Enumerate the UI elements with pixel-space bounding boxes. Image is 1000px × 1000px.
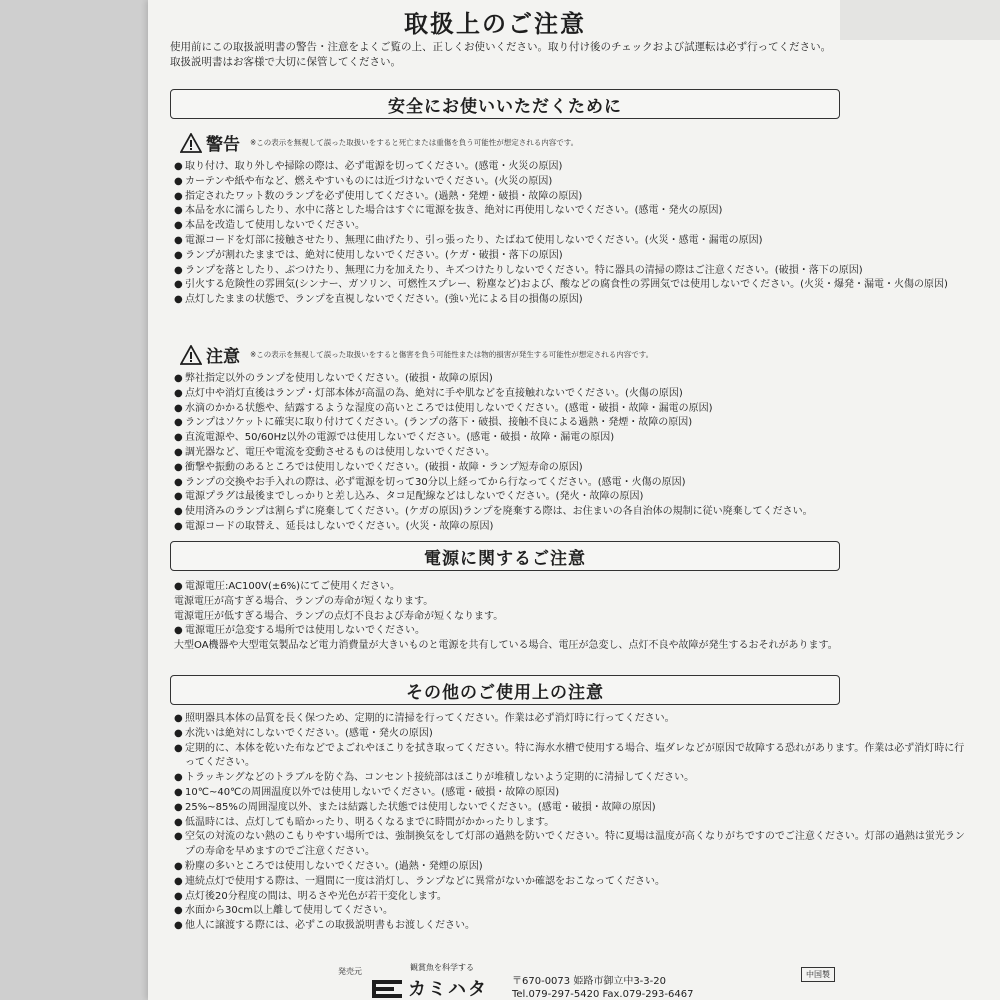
list-item: ● 衝撃や振動のあるところでは使用しないでください。(破損・故障・ランプ短寿命の原因) (174, 461, 583, 473)
logo-row (372, 975, 488, 1000)
safety-banner: 安全にお使いいただくために (170, 89, 840, 119)
list-item: ● ランプはソケットに確実に取り付けてください。(ランプの落下・破損、接触不良による過熱・発煙・故障の原因) (174, 417, 693, 429)
caution-list (174, 372, 974, 535)
list-item: ● ランプを落としたり、ぶつけたり、無理に力を加えたり、キズつけたりしないでください。特に器具の清掃の際はご注意ください。(破損・落下の原因) (174, 264, 863, 276)
intro-text (170, 40, 990, 70)
list-item: ● カーテンや紙や布など、燃えやすいものには近づけないでください。(火災の原因) (174, 175, 553, 187)
warning-triangle-icon (180, 133, 202, 153)
publisher-label: 発売元 (338, 967, 362, 976)
list-item: ● 照明器具本体の品質を長く保つため、定期的に清掃を行ってください。作業は必ず消灯時に行ってください。 (174, 713, 675, 724)
list-subitem: 電源電圧が高すぎる場合、ランプの寿命が短くなります。 (174, 595, 434, 607)
list-item: ● 10℃~40℃の周囲温度以外では使用しないでください。(感電・破損・故障の原因) (174, 786, 560, 798)
list-item: ● トラッキングなどのトラブルを防ぐ為、コンセント接続部はほこりが堆積しないよう定期的に清掃してください。 (174, 772, 695, 784)
list-item: ● 使用済みのランプは割らずに廃棄してください。(ケガの原因)ランプを廃棄する際は、お住まいの各自治体の規制に従い廃棄してください。 (174, 506, 813, 518)
other-list (174, 712, 974, 934)
brand-logo (372, 962, 488, 1000)
footer (338, 962, 693, 1000)
list-item: ● 調光器など、電圧や電流を変動させるものは使用しないでください。 (174, 446, 495, 458)
other-banner: その他のご使用上の注意 (170, 675, 840, 705)
list-item: ● 定期的に、本体を乾いた布などでよごれやほこりを拭き取ってください。特に海水水槽で使用する場合、塩ダレなどが原因で故障する恐れがあります。作業は必ず消灯時に行ってください。 (174, 742, 965, 769)
list-item: ● ランプの交換やお手入れの際は、必ず電源を切って30分以上経ってから行なってください。(感電・火傷の原因) (174, 476, 686, 488)
warning-label: 警告 (206, 135, 240, 155)
list-item: ● 25%~85%の周囲湿度以外、または結露した状態では使用しないでください。(感電・破損・故障の原因) (174, 801, 656, 813)
kamihata-logo-icon (372, 978, 402, 998)
intro-line: 取扱説明書はお客様で大切に保管してください。 (170, 56, 401, 68)
list-item: ● 水洗いは絶対にしないでください。(感電・発火の原因) (174, 727, 433, 739)
list-item: ● 取り付け、取り外しや掃除の際は、必ず電源を切ってください。(感電・火災の原因) (174, 161, 563, 172)
brand-slogan: 観賞魚を科学する (410, 963, 474, 972)
list-item: ● ランプが割れたままでは、絶対に使用しないでください。(ケガ・破損・落下の原因) (174, 249, 563, 261)
warning-list (174, 160, 974, 308)
list-item: ● 水滴のかかる状態や、結露するような湿度の高いところでは使用しないでください。(感電・破損・故障・漏電の原因) (174, 402, 713, 414)
brand-name: カミハタ (408, 979, 488, 1000)
list-item: ● 電源電圧が急変する場所では使用しないでください。 (174, 625, 425, 637)
list-item: ● 点灯したままの状態で、ランプを直視しないでください。(強い光による目の損傷の原因) (174, 294, 583, 306)
list-item: ● 粉塵の多いところでは使用しないでください。(過熱・発煙の原因) (174, 860, 483, 872)
warning-note: ※この表示を無視して誤った取扱いをすると死亡または重傷を負う可能性が想定される内容です。 (250, 138, 579, 147)
list-item: ● 本品を水に濡らしたり、水中に落とした場合はすぐに電源を抜き、絶対に再使用しないでください。(感電・発火の原因) (174, 205, 723, 217)
list-item: ● 他人に譲渡する際には、必ずこの取扱説明書もお渡しください。 (174, 920, 475, 932)
list-item: ● 直流電源や、50/60Hz以外の電源では使用しないでください。(感電・破損・故障・漏電の原因) (174, 432, 615, 444)
list-subitem: 電源電圧が低すぎる場合、ランプの点灯不良および寿命が短くなります。 (174, 610, 504, 622)
page-title: 取扱上のご注意 (404, 10, 586, 38)
manual-sheet (148, 0, 1000, 1000)
postal-address: 〒670-0073 姫路市御立中3-3-20 (512, 976, 666, 987)
phone-fax: Tel.079-297-5420 Fax.079-293-6467 (512, 989, 694, 1000)
list-item: ● 空気の対流のない熱のこもりやすい場所では、強制換気をして灯部の過熱を防いでください。特に夏場は温度が高くなりがちですのでご注意ください。灯部の過熱は蛍光ランプの寿命を早めますのでご注意ください。 (174, 831, 965, 858)
list-item: ● 電源プラグは最後までしっかりと差し込み、タコ足配線などはしないでください。(発火・故障の原因) (174, 491, 644, 503)
company-address (512, 975, 693, 1000)
origin-badge: 中国製 (801, 967, 835, 982)
list-item: ● 水面から30cm以上離して使用してください。 (174, 905, 393, 917)
caution-heading (180, 342, 653, 367)
list-item: ● 点灯後20分程度の間は、明るさや光色が若干変化します。 (174, 890, 447, 902)
caution-note: ※この表示を無視して誤った取扱いをすると傷害を負う可能性または物的損害が発生する可能性が想定される内容です。 (250, 350, 654, 359)
list-item: ● 低温時には、点灯しても暗かったり、明るくなるまでに時間がかかったりします。 (174, 816, 555, 828)
list-item: ● 電源コードを灯部に接触させたり、無理に曲げたり、引っ張ったり、たばねて使用しないでください。(火災・感電・漏電の原因) (174, 234, 763, 246)
list-item: ● 弊社指定以外のランプを使用しないでください。(破損・故障の原因) (174, 373, 493, 384)
caution-label: 注意 (206, 347, 240, 367)
caution-triangle-icon (180, 345, 202, 365)
list-item: ● 連続点灯で使用する際は、一週間に一度は消灯し、ランプなどに異常がないか確認をおこなってください。 (174, 875, 665, 887)
power-list (174, 580, 974, 654)
list-subitem: 大型OA機器や大型電気製品など電力消費量が大きいものと電源を共有している場合、電圧が急変し、点灯不良や故障が発生するおそれがあります。 (174, 640, 838, 652)
list-item: ● 点灯中や消灯直後はランプ・灯部本体が高温の為、絶対に手や肌などを直接触れないでください。(火傷の原因) (174, 387, 683, 399)
list-item: ● 指定されたワット数のランプを必ず使用してください。(過熱・発煙・破損・故障の原因) (174, 190, 583, 202)
power-banner: 電源に関するご注意 (170, 541, 840, 571)
list-item: ● 電源電圧:AC100V(±6%)にてご使用ください。 (174, 581, 400, 592)
list-item: ● 電源コードの取替え、延長はしないでください。(火災・故障の原因) (174, 520, 494, 532)
bleed-through-area (840, 0, 1000, 40)
list-item: ● 本品を改造して使用しないでください。 (174, 220, 365, 232)
list-item: ● 引火する危険性の雰囲気(シンナー、ガソリン、可燃性スプレー、粉塵など)および、酸などの腐食性の雰囲気では使用しないでください。(火災・爆発・漏電・火傷の原因) (174, 279, 948, 291)
warning-heading (180, 130, 578, 155)
intro-line: 使用前にこの取扱説明書の警告・注意をよくご覧の上、正しくお使いください。取り付け後のチェックおよび試運転は必ず行ってください。 (170, 41, 832, 53)
